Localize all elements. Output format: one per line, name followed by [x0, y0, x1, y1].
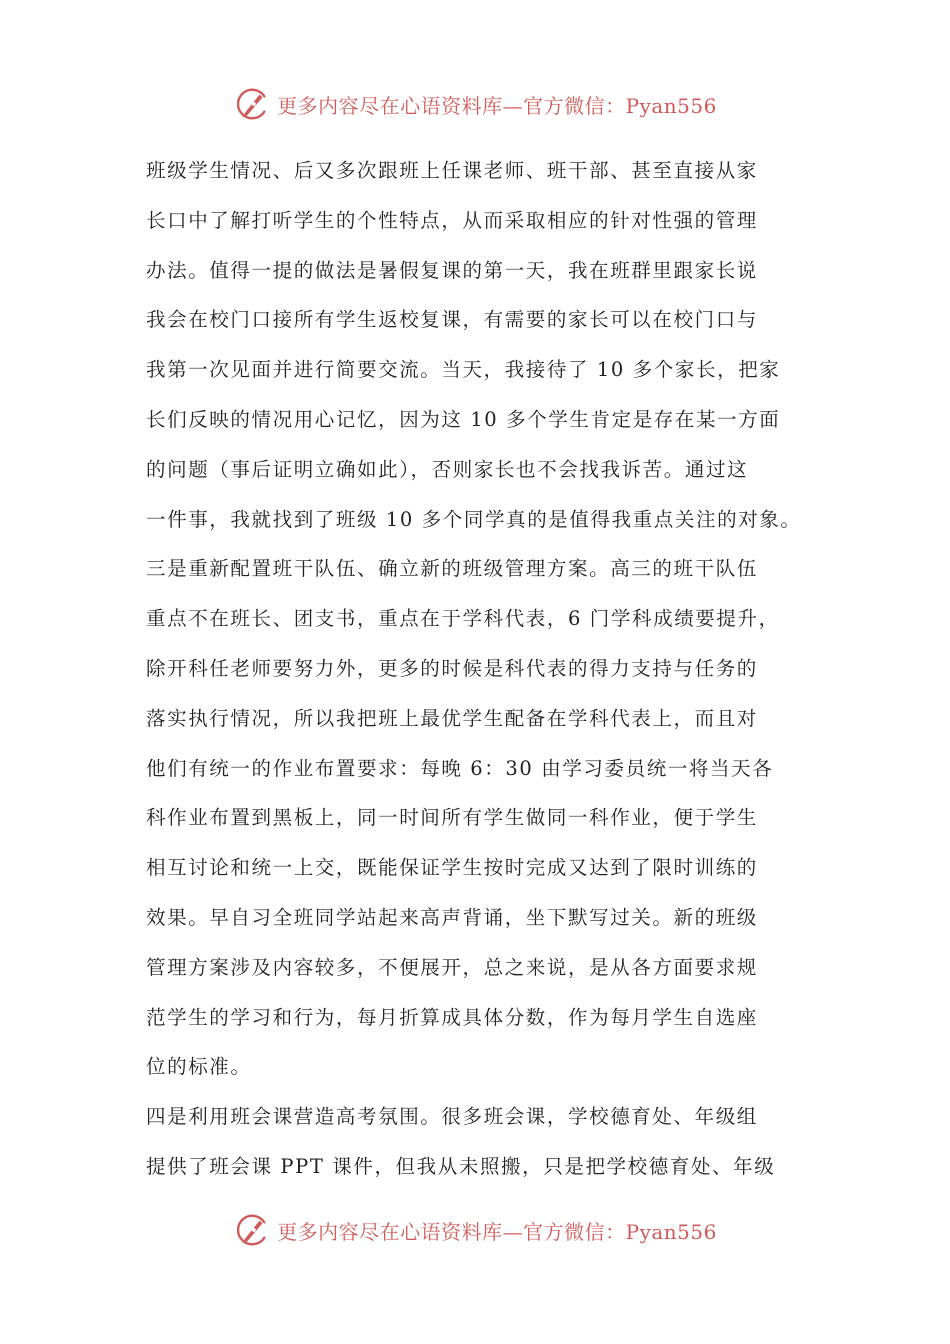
- body-line: 科作业布置到黑板上，同一时间所有学生做同一科作业，便于学生: [146, 806, 758, 830]
- body-line: 一件事，我就找到了班级 10 多个同学真的是值得我重点关注的对象。: [146, 507, 802, 531]
- header-banner: [0, 84, 950, 124]
- body-line: 办法。值得一提的做法是暑假复课的第一天，我在班群里跟家长说: [146, 258, 758, 282]
- body-line: 我第一次见面并进行简要交流。当天，我接待了 10 多个家长，把家: [146, 358, 781, 382]
- body-line: 四是利用班会课营造高考氛围。很多班会课，学校德育处、年级组: [146, 1105, 758, 1129]
- body-line: 班级学生情况、后又多次跟班上任课老师、班干部、甚至直接从家: [146, 159, 758, 182]
- body-line: 他们有统一的作业布置要求：每晚 6：30 由学习委员统一将当天各: [146, 756, 774, 780]
- body-line: 落实执行情况，所以我把班上最优学生配备在学科代表上，而且对: [146, 706, 758, 730]
- body-line: 提供了班会课 PPT 课件，但我从未照搬，只是把学校德育处、年级: [146, 1154, 776, 1178]
- body-line: 长们反映的情况用心记忆，因为这 10 多个学生肯定是存在某一方面: [146, 407, 781, 431]
- body-line: 重点不在班长、团支书，重点在于学科代表，6 门学科成绩要提升，: [146, 607, 780, 631]
- document-body: [146, 146, 826, 1192]
- pen-nib-circle-icon: [233, 85, 271, 123]
- pen-nib-circle-icon: [233, 1211, 271, 1249]
- body-line: 范学生的学习和行为，每月折算成具体分数，作为每月学生自选座: [146, 1005, 758, 1029]
- body-line: 位的标准。: [146, 1055, 252, 1079]
- body-line: 我会在校门口接所有学生返校复课，有需要的家长可以在校门口与: [146, 308, 758, 332]
- body-line: 相互讨论和统一上交，既能保证学生按时完成又达到了限时训练的: [146, 856, 758, 880]
- body-line: 长口中了解打听学生的个性特点，从而采取相应的针对性强的管理: [146, 208, 758, 232]
- footer-banner-text: 更多内容尽在心语资料库—官方微信：Pyan556: [277, 1219, 717, 1244]
- body-line: 的问题（事后证明立确如此），否则家长也不会找我诉苦。通过这: [146, 457, 749, 481]
- body-line: 三是重新配置班干队伍、确立新的班级管理方案。高三的班干队伍: [146, 557, 758, 581]
- body-line: 管理方案涉及内容较多，不便展开，总之来说，是从各方面要求规: [146, 955, 758, 979]
- body-line: 除开科任老师要努力外，更多的时候是科代表的得力支持与任务的: [146, 656, 758, 680]
- body-line: 效果。早自习全班同学站起来高声背诵，坐下默写过关。新的班级: [146, 905, 758, 929]
- footer-banner: [0, 1210, 950, 1250]
- header-banner-text: 更多内容尽在心语资料库—官方微信：Pyan556: [277, 93, 717, 118]
